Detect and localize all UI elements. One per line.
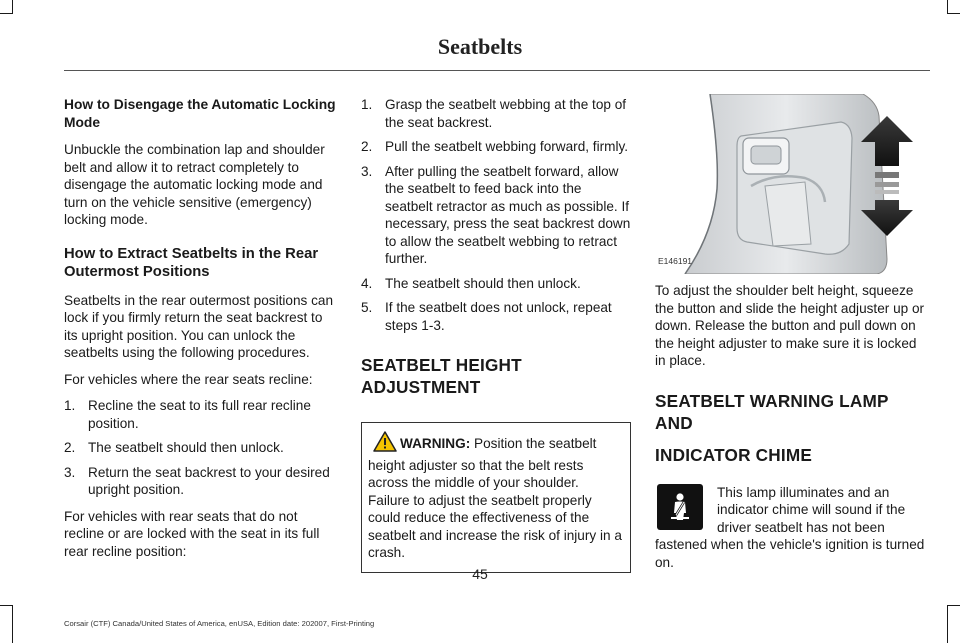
list-item xyxy=(361,163,631,268)
list-text: Return the seat backrest to your desired upright position. xyxy=(88,464,330,497)
column-left xyxy=(64,96,336,569)
section-heading-line: SEATBELT WARNING LAMP AND xyxy=(655,390,889,433)
paragraph: Unbuckle the combination lap and shoulder belt and allow it to retract completely to disengage the automatic locking mode and turn on the vehicle sensitive (emergency) locking mode. xyxy=(64,142,325,227)
crop-mark xyxy=(947,13,960,14)
chime-text: This lamp illuminates and an indicator chime will sound if the driver seatbelt has not been fastened when the vehicle's ignition is turned on. xyxy=(655,484,925,570)
crop-mark xyxy=(12,0,13,14)
list-item xyxy=(64,464,336,499)
paragraph: Seatbelts in the rear outermost positions can lock if you firmly return the seat backrest to its upright position. You can unlock the seatbelts using the following procedures. xyxy=(64,292,334,360)
footer-edition-info: Corsair (CTF) Canada/United States of America, enUSA, Edition date: 202007, First-Printing xyxy=(64,619,375,628)
crop-mark xyxy=(947,0,948,14)
heading-extract: How to Extract Seatbelts in the Rear Outermost Positions xyxy=(64,245,319,280)
list-item xyxy=(361,299,631,334)
list-number: 1. xyxy=(361,97,373,112)
page-title: Seatbelts xyxy=(437,34,523,59)
unlock-steps xyxy=(361,96,631,334)
recline-steps xyxy=(64,397,336,499)
list-number: 2. xyxy=(64,440,76,455)
list-text: Grasp the seatbelt webbing at the top of the seat backrest. xyxy=(385,97,627,130)
warning-lamp-description xyxy=(655,484,930,572)
crop-mark xyxy=(947,605,960,606)
column-right xyxy=(655,96,930,571)
list-text: If the seatbelt does not unlock, repeat steps 1-3. xyxy=(385,300,612,333)
list-item xyxy=(361,275,631,293)
height-adjuster-illustration xyxy=(655,94,930,274)
section-heading-line: INDICATOR CHIME xyxy=(655,444,813,465)
warning-text: Position the seatbelt height adjuster so that the belt rests across the middle of your shoulder. Failure to adjust the seatbelt properly could reduce the effectiveness of the seatbelt and increase the risk of injury in a crash. xyxy=(368,436,622,560)
list-item xyxy=(361,96,631,131)
list-text: Recline the seat to its full rear recline position. xyxy=(88,398,311,431)
paragraph: For vehicles where the rear seats recline: xyxy=(64,371,313,387)
section-heading-height-adjustment: SEATBELT HEIGHT ADJUSTMENT xyxy=(361,355,522,397)
crop-mark xyxy=(0,13,13,14)
warning-label: WARNING: xyxy=(400,436,471,451)
figure-code: E146191 xyxy=(658,255,693,266)
list-text: Pull the seatbelt webbing forward, firmly. xyxy=(385,139,629,154)
crop-mark xyxy=(947,605,948,643)
header-rule xyxy=(64,70,930,71)
list-text: The seatbelt should then unlock. xyxy=(88,440,284,455)
column-middle xyxy=(361,96,631,573)
list-number: 4. xyxy=(361,275,373,291)
page-number: 45 xyxy=(472,566,488,582)
list-text: After pulling the seatbelt forward, allow the seatbelt to feed back into the seatbelt retractor as much as possible. If necessary, press the seat backrest down to allow the seatbelt webbing to retract further. xyxy=(385,163,631,266)
list-item xyxy=(361,138,631,156)
list-text: The seatbelt should then unlock. xyxy=(385,275,581,291)
list-item xyxy=(64,397,336,432)
list-number: 3. xyxy=(361,163,373,179)
list-number: 2. xyxy=(361,139,373,154)
list-number: 1. xyxy=(64,398,76,413)
list-item xyxy=(64,439,336,457)
warning-triangle-icon xyxy=(373,431,397,457)
section-heading-warning-lamp xyxy=(655,390,930,466)
paragraph: For vehicles with rear seats that do not recline or are locked with the seat in its full rear recline position: xyxy=(64,508,320,559)
seatbelt-warning-icon xyxy=(657,484,703,530)
crop-mark xyxy=(12,605,13,643)
heading-disengage: How to Disengage the Automatic Locking Mode xyxy=(64,97,336,130)
list-number: 5. xyxy=(361,300,373,315)
list-number: 3. xyxy=(64,464,76,480)
warning-box xyxy=(361,422,631,573)
crop-mark xyxy=(0,605,13,606)
paragraph: To adjust the shoulder belt height, squeeze the button and slide the height adjuster up or down. Release the button and pull down on the height adjuster to make sure it is locked in place. xyxy=(655,283,925,368)
